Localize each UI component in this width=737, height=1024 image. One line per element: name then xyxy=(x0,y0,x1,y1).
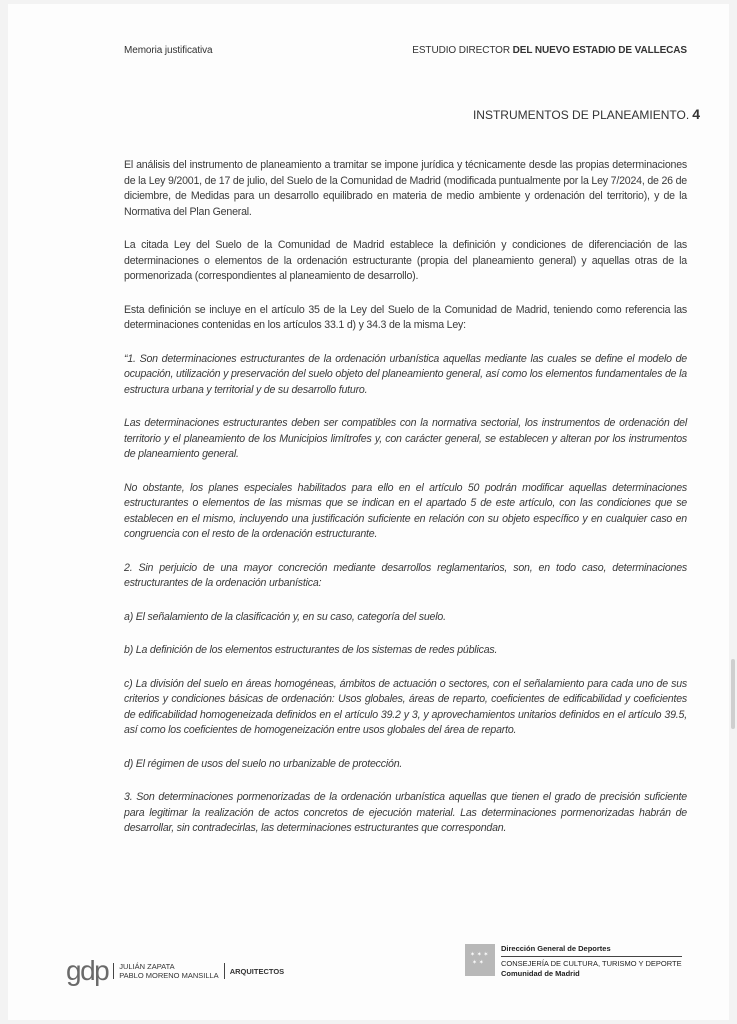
government-text xyxy=(501,944,682,979)
header-project-prefix: ESTUDIO DIRECTOR xyxy=(412,45,513,56)
paragraph: Esta definición se incluye en el artículo 35 de la Ley del Suelo de la Comunidad de Madrid, teniendo como referencia las determinaciones contenidas en los artículos 33.1 d) y 34.3 de la misma Ley: xyxy=(124,303,687,331)
quoted-paragraph: No obstante, los planes especiales habilitados para ello en el artículo 50 podrán modificar aquellas determinaciones estructurantes o elementos de las mismas que se indican en el apartado 5 de este artículo, con las condiciones que se establecen en el mismo, incluyendo una justificación suficiente en relación con su objeto específico y en cualquier caso en congruencia con el resto de la ordenación estructurante. xyxy=(124,481,687,540)
quoted-list-item: c) La división del suelo en áreas homogéneas, ámbitos de actuación o sectores, con el señalamiento para cada uno de sus criterios y condiciones básicas de ordenación: Usos globales, áreas de reparto, coeficientes de edificabilidad y coeficientes de edificabilidad homogeneizada definidos en el artículo 39.2 y 3, y aprovechamientos unitarios definidos en el artículo 39.5, así como los coeficientes de homogeneización entre usos globales del área de reparto. xyxy=(124,677,687,736)
section-number: 4 xyxy=(692,106,700,122)
paragraph: El análisis del instrumento de planeamiento a tramitar se impone jurídica y técnicamente desde las propias determinaciones de la Ley 9/2001, de 17 de julio, del Suelo de la Comunidad de Madrid (modificada puntualmente por la Ley 7/2024, de 26 de diciembre, de Medidas para un desarrollo equilibrado en materia de medio ambiente y ordenación del territorio), y de la Normativa del Plan General. xyxy=(124,159,687,218)
divider xyxy=(113,963,114,979)
quoted-paragraph: 2. Sin perjuicio de una mayor concreción mediante desarrollos reglamentarios, son, en todo caso, determinaciones estructurantes de la ordenación urbanística: xyxy=(124,561,687,589)
architects-logo-block xyxy=(66,955,284,987)
quoted-list-item: d) El régimen de usos del suelo no urbanizable de protección. xyxy=(124,757,403,770)
paragraph: La citada Ley del Suelo de la Comunidad de Madrid establece la definición y condiciones de diferenciación de las determinaciones o elementos de la ordenación estructurante (propia del planeamiento general) y aquellas otras de la pormenorizada (correspondientes al planeamiento de desarrollo). xyxy=(124,239,687,282)
architect-name-1: JULIÁN ZAPATA xyxy=(119,962,175,971)
gov-ministry: CONSEJERÍA DE CULTURA, TURISMO Y DEPORTE xyxy=(501,959,682,968)
architects-label: ARQUITECTOS xyxy=(229,966,285,976)
government-logo-block xyxy=(465,944,682,979)
quoted-list-item: b) La definición de los elementos estructurantes de los sistemas de redes públicas. xyxy=(124,644,498,656)
architect-names xyxy=(119,962,218,980)
section-title: INSTRUMENTOS DE PLANEAMIENTO. xyxy=(472,108,690,122)
gdp-logo: gdp xyxy=(66,955,109,986)
gov-community: Comunidad de Madrid xyxy=(501,969,580,978)
quoted-paragraph: “1. Son determinaciones estructurantes de la ordenación urbanística aquellas mediante las cuales se define el modelo de ocupación, utilización y preservación del suelo objeto del planeamiento general, así como los elementos fundamentales de la estructura urbana y territorial y de su desarrollo futuro. xyxy=(124,352,687,396)
quoted-paragraph: Las determinaciones estructurantes deben ser compatibles con la normativa sectorial, los instrumentos de ordenación del territorio y el planeamiento de los Municipios limítrofes y, con carácter general, se establecen y alteran por los instrumentos de planeamiento general. xyxy=(124,417,687,460)
header-doc-type: Memoria justificativa xyxy=(124,45,213,56)
document-body xyxy=(124,158,687,855)
madrid-flag-icon: ✶ ✶ ✶ ✶ ✶ xyxy=(465,944,495,976)
quoted-paragraph: 3. Son determinaciones pormenorizadas de la ordenación urbanística aquellas que tienen el grado de precisión suficiente para legitimar la realización de actos concretos de ejecución material. Las determinaciones pormenorizadas habrán de desarrollar, sin contradecirlas, las determinaciones estructurantes que correspondan. xyxy=(124,791,687,834)
architect-name-2: PABLO MORENO MANSILLA xyxy=(119,971,219,980)
quoted-list-item: a) El señalamiento de la clasificación y, en su caso, categoría del suelo. xyxy=(124,610,446,623)
header-project-title xyxy=(412,45,687,56)
gov-directorate: Dirección General de Deportes xyxy=(501,944,682,957)
scrollbar-thumb[interactable] xyxy=(731,659,735,729)
section-heading xyxy=(473,106,700,122)
divider xyxy=(224,963,225,979)
header-project-bold: DEL NUEVO ESTADIO DE VALLECAS xyxy=(512,45,687,56)
